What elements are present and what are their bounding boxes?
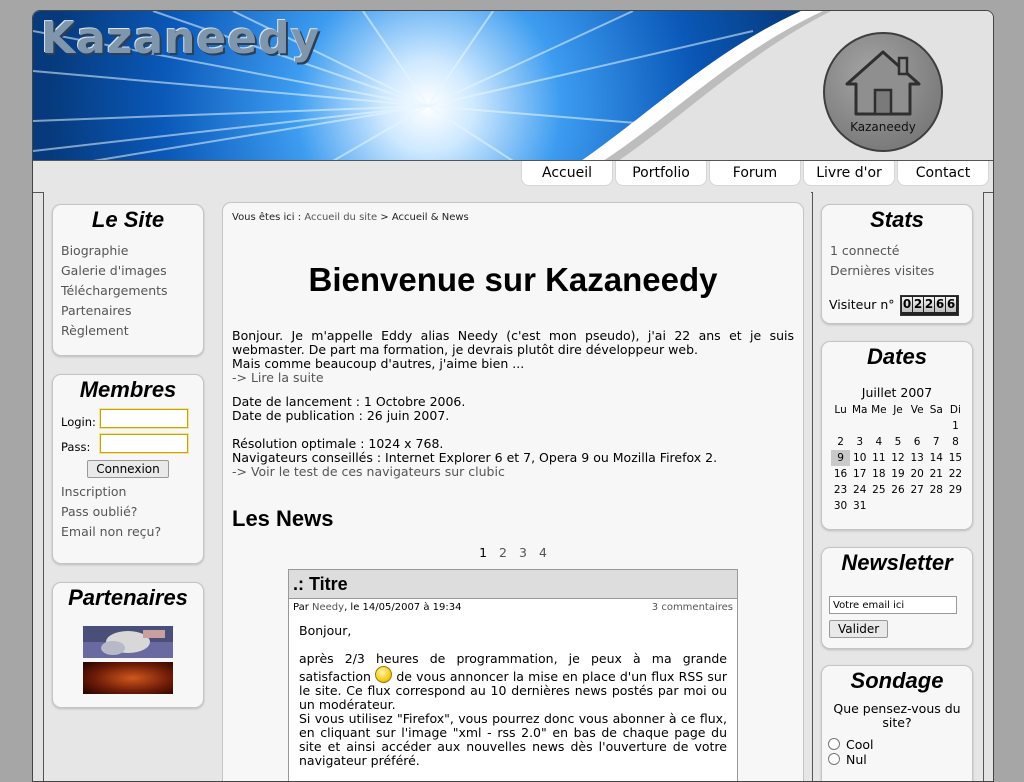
calendar-day[interactable]: 1 xyxy=(952,420,959,432)
radio-button[interactable] xyxy=(828,738,840,750)
visitor-label: Visiteur n° xyxy=(829,297,895,312)
calendar-day xyxy=(888,498,907,514)
site-box-title: Le Site xyxy=(91,207,165,232)
calendar-day xyxy=(927,418,946,434)
news-body-part-3: Si vous utilisez "Firefox", vous pourrez donc vous abonner à ce flux, en cliquant sur l'image "xml - rss 2.0" en bas de chaque page du site et ainsi accéder aux nouvelles news dès l'ouverture de votre navigateur préféré. xyxy=(299,711,727,768)
calendar-day[interactable]: 20 xyxy=(910,468,924,480)
calendar-day xyxy=(908,418,927,434)
site-box xyxy=(52,204,204,356)
calendar xyxy=(831,402,965,514)
news-date: , le 14/05/2007 à 19:34 xyxy=(344,602,462,613)
calendar-weekday: Di xyxy=(949,404,961,416)
news-heading: Les News xyxy=(232,506,334,531)
calendar-day xyxy=(850,418,869,434)
calendar-week xyxy=(831,498,965,514)
site-dates xyxy=(232,395,794,423)
calendar-day[interactable]: 29 xyxy=(948,484,963,496)
counter-digit: 2 xyxy=(913,297,923,311)
login-button[interactable]: Connexion xyxy=(87,460,169,478)
calendar-weekday: Ve xyxy=(910,404,924,416)
launch-date: Date de lancement : 1 Octobre 2006. xyxy=(232,394,466,409)
home-logo-label: Kazaneedy xyxy=(850,120,916,134)
page-4[interactable]: 4 xyxy=(538,545,547,560)
members-box xyxy=(52,374,204,564)
news-author-link[interactable]: Needy xyxy=(312,602,345,613)
newsletter-submit-button[interactable]: Valider xyxy=(829,620,888,638)
browsers-test-link[interactable]: -> Voir le test de ces navigateurs sur clubic xyxy=(232,464,505,479)
calendar-day[interactable]: 17 xyxy=(853,468,867,480)
link-inscription[interactable]: Inscription xyxy=(61,484,127,499)
stats-box-title: Stats xyxy=(870,207,924,232)
calendar-day[interactable]: 2 xyxy=(837,436,844,448)
counter-digit: 6 xyxy=(946,297,956,311)
calendar-day[interactable]: 3 xyxy=(856,436,864,448)
calendar-day[interactable]: 19 xyxy=(891,468,905,480)
calendar-day[interactable]: 14 xyxy=(929,452,943,464)
calendar-day[interactable]: 25 xyxy=(872,484,886,496)
link-email-non-recu[interactable]: Email non reçu? xyxy=(61,524,162,539)
calendar-weekdays xyxy=(831,402,965,418)
calendar-day[interactable]: 12 xyxy=(891,452,905,464)
calendar-day[interactable]: 4 xyxy=(875,436,883,448)
page-2[interactable]: 2 xyxy=(499,545,507,560)
calendar-day[interactable]: 27 xyxy=(910,484,924,496)
calendar-weekday: Ma xyxy=(851,404,868,416)
dates-box xyxy=(821,341,973,530)
calendar-day xyxy=(927,498,946,514)
link-galerie-images[interactable]: Galerie d'images xyxy=(61,263,167,278)
calendar-week xyxy=(831,466,965,482)
newsletter-box-title: Newsletter xyxy=(841,550,953,575)
calendar-day[interactable]: 23 xyxy=(833,484,848,496)
site-name-logo: Kazaneedy xyxy=(41,13,321,64)
calendar-day[interactable]: 21 xyxy=(929,468,943,480)
read-more-link[interactable]: -> Lire la suite xyxy=(232,370,324,385)
dates-box-title: Dates xyxy=(867,344,927,369)
nav-tab-portfolio[interactable]: Portfolio xyxy=(615,161,707,186)
publish-date: Date de publication : 26 juin 2007. xyxy=(232,408,450,423)
news-title: .: Titre xyxy=(289,570,737,599)
calendar-week xyxy=(831,450,965,466)
calendar-weekday: Me xyxy=(871,404,887,416)
nav-tab-contact[interactable]: Contact xyxy=(897,161,989,186)
password-input[interactable] xyxy=(100,434,188,453)
counter-digit: 2 xyxy=(924,297,934,311)
calendar-day[interactable]: 13 xyxy=(910,452,924,464)
calendar-day xyxy=(908,498,927,514)
link-partenaires[interactable]: Partenaires xyxy=(61,303,132,318)
main-content xyxy=(222,202,804,782)
intro-text xyxy=(232,329,794,385)
calendar-week xyxy=(831,482,965,498)
poll-box-title: Sondage xyxy=(850,668,944,693)
stats-box xyxy=(821,204,973,324)
news-comments-link[interactable]: 3 commentaires xyxy=(651,602,733,613)
calendar-day[interactable]: 15 xyxy=(948,452,963,464)
calendar-day[interactable]: 30 xyxy=(833,500,848,512)
header-banner xyxy=(33,11,993,161)
calendar-day xyxy=(869,498,888,514)
partners-box-title: Partenaires xyxy=(68,585,188,610)
calendar-weekday: Lu xyxy=(834,404,847,416)
link-biographie[interactable]: Biographie xyxy=(61,243,129,258)
poll-option-cool[interactable] xyxy=(822,737,972,752)
newsletter-box xyxy=(821,547,973,649)
partner-banner-2[interactable] xyxy=(83,662,173,694)
news-by: Par xyxy=(293,602,312,613)
partner-banner-1[interactable] xyxy=(83,626,173,658)
house-icon xyxy=(843,48,923,118)
poll-option-nul[interactable] xyxy=(822,752,972,767)
login-input[interactable] xyxy=(100,409,188,428)
calendar-day[interactable]: 8 xyxy=(952,436,959,448)
calendar-week xyxy=(831,434,965,450)
calendar-day[interactable]: 9 xyxy=(831,450,850,466)
calendar-day[interactable]: 22 xyxy=(948,468,963,480)
left-sidebar xyxy=(43,192,215,782)
calendar-day[interactable]: 16 xyxy=(833,468,848,480)
intro-paragraph-2: Mais comme beaucoup d'autres, j'aime bien ... xyxy=(232,356,525,371)
calendar-month: Juillet 2007 xyxy=(861,385,933,400)
intro-paragraph: Bonjour. Je m'appelle Eddy alias Needy (c'est mon pseudo), j'ai 22 ans et je suis webmaster. De part ma formation, je devrais plutôt dire développeur web. xyxy=(232,328,794,357)
browsers-text: Navigateurs conseillés : Internet Explorer 6 et 7, Opera 9 ou Mozilla Firefox 2. xyxy=(232,450,718,465)
page-1[interactable]: 1 xyxy=(479,545,488,560)
newsletter-email-input[interactable] xyxy=(829,596,957,614)
calendar-day[interactable]: 31 xyxy=(853,500,867,512)
main-column xyxy=(214,192,811,782)
news-body-part-1: après 2/3 heures de programmation, je peux à ma grande satisfaction xyxy=(299,651,727,684)
home-logo[interactable] xyxy=(823,32,943,152)
counter-digit: 0 xyxy=(902,297,912,311)
news-meta xyxy=(289,599,737,618)
password-label: Pass: xyxy=(61,440,91,454)
news-greeting: Bonjour, xyxy=(299,623,352,638)
calendar-day xyxy=(888,418,907,434)
radio-button[interactable] xyxy=(828,753,840,765)
login-row xyxy=(53,409,203,434)
news-pagination xyxy=(223,545,803,560)
calendar-day[interactable]: 10 xyxy=(853,452,867,464)
poll-option-label: Nul xyxy=(846,752,867,767)
calendar-day[interactable]: 24 xyxy=(853,484,867,496)
news-body xyxy=(289,618,737,768)
calendar-day xyxy=(869,418,888,434)
calendar-day[interactable]: 26 xyxy=(891,484,905,496)
calendar-day[interactable]: 6 xyxy=(913,436,921,448)
calendar-weekday: Sa xyxy=(929,404,943,416)
calendar-day[interactable]: 28 xyxy=(929,484,943,496)
connected-users-link[interactable]: 1 connecté xyxy=(830,243,900,258)
password-row xyxy=(53,434,203,459)
link-reglement[interactable]: Règlement xyxy=(61,323,129,338)
poll-question: Que pensez-vous du site? xyxy=(833,701,961,730)
link-telechargements[interactable]: Téléchargements xyxy=(61,283,168,298)
page-3[interactable]: 3 xyxy=(519,545,527,560)
nav-tab-forum[interactable]: Forum xyxy=(709,161,801,186)
news-item xyxy=(288,569,738,782)
breadcrumb-current: Accueil & News xyxy=(391,212,469,223)
site-requirements xyxy=(232,437,794,479)
partners-box xyxy=(52,582,204,708)
counter-digit: 6 xyxy=(935,297,945,311)
resolution-text: Résolution optimale : 1024 x 768. xyxy=(232,436,444,451)
poll-option-label: Cool xyxy=(846,737,874,752)
breadcrumb-home-link[interactable]: Accueil du site xyxy=(304,212,378,223)
news-paragraph xyxy=(299,652,727,712)
calendar-week xyxy=(831,418,965,434)
main-navigation xyxy=(33,160,993,193)
page-frame xyxy=(32,10,994,782)
news-body-part-2: de vous annoncer la mise en place d'un flux RSS sur le site. Ce flux correspond au 10 dernières news postés par moi ou un modérateur. xyxy=(299,669,727,712)
calendar-day xyxy=(946,498,965,514)
calendar-day[interactable]: 18 xyxy=(872,468,886,480)
page-title: Bienvenue sur Kazaneedy xyxy=(308,261,718,298)
breadcrumb xyxy=(232,212,469,223)
nav-tab-livre-dor[interactable]: Livre d'or xyxy=(803,161,895,186)
login-label: Login: xyxy=(61,415,96,429)
calendar-day[interactable]: 5 xyxy=(894,436,902,448)
link-pass-oublie[interactable]: Pass oublié? xyxy=(61,504,138,519)
visitor-counter xyxy=(900,295,959,316)
members-box-title: Membres xyxy=(79,377,177,402)
calendar-day xyxy=(831,418,850,434)
right-sidebar xyxy=(812,192,984,782)
calendar-day[interactable]: 11 xyxy=(872,452,886,464)
breadcrumb-separator: > xyxy=(377,212,392,223)
poll-box xyxy=(821,665,973,782)
calendar-day[interactable]: 7 xyxy=(932,436,940,448)
last-visits-link[interactable]: Dernières visites xyxy=(830,263,935,278)
wink-smiley-icon xyxy=(375,666,392,683)
calendar-days xyxy=(831,418,965,514)
nav-tab-accueil[interactable]: Accueil xyxy=(521,161,613,186)
breadcrumb-prefix: Vous êtes ici : xyxy=(232,212,305,223)
calendar-weekday: Je xyxy=(893,404,903,416)
